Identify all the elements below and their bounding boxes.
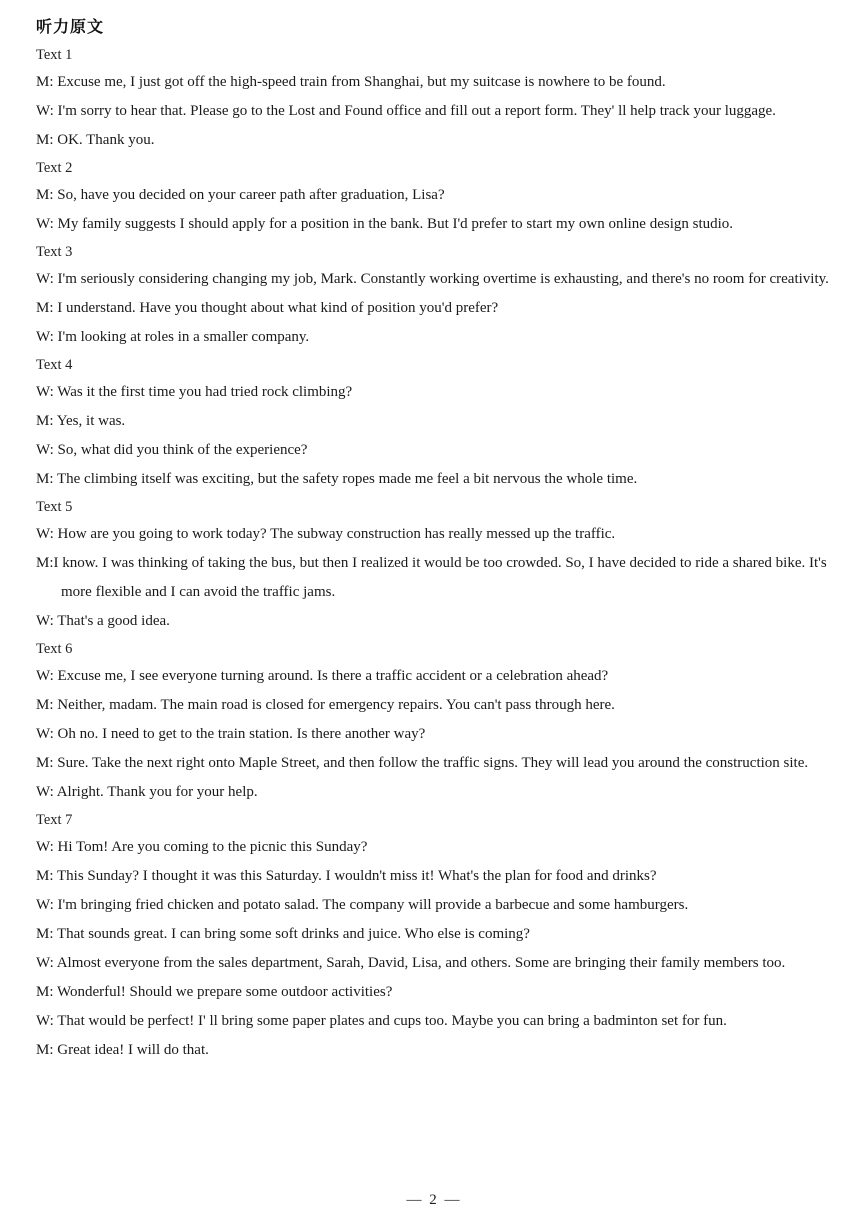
text-label: Text 6 — [36, 641, 73, 657]
dialogue-line: M: Great idea! I will do that. — [36, 1042, 209, 1058]
page-number: — 2 — — [406, 1192, 462, 1208]
dialogue-line: W: Was it the first time you had tried rock climbing? — [36, 384, 353, 400]
dialogue-line: W: Excuse me, I see everyone turning around. Is there a traffic accident or a celebration ahead? — [36, 668, 609, 684]
dialogue-line: M: The climbing itself was exciting, but the safety ropes made me feel a bit nervous the whole time. — [36, 471, 638, 487]
text-section-6 — [36, 636, 836, 807]
dialogue-line: W: I'm seriously considering changing my job, Mark. Constantly working overtime is exhausting, and there's no room for creativity. — [36, 271, 829, 287]
dialogue-line: M: This Sunday? I thought it was this Saturday. I wouldn't miss it! What's the plan for food and drinks? — [36, 868, 657, 884]
text-label: Text 1 — [36, 47, 73, 63]
text-section-3 — [36, 239, 836, 352]
text-label: Text 2 — [36, 160, 73, 176]
dialogue-line: W: Oh no. I need to get to the train station. Is there another way? — [36, 726, 426, 742]
text-section-1 — [36, 42, 836, 155]
transcript-body — [36, 42, 836, 1065]
dialogue-line: W: That's a good idea. — [36, 613, 170, 629]
text-section-7 — [36, 807, 836, 1065]
page-heading: 听力原文 — [36, 17, 105, 36]
text-section-4 — [36, 352, 836, 494]
dialogue-line: M: Sure. Take the next right onto Maple Street, and then follow the traffic signs. They will lead you around the construction site. — [36, 755, 809, 771]
dialogue-line: W: So, what did you think of the experience? — [36, 442, 308, 458]
text-section-5 — [36, 494, 836, 636]
dialogue-line: W: That would be perfect! I' ll bring some paper plates and cups too. Maybe you can bring a badminton set for fun. — [36, 1013, 727, 1029]
dialogue-line: M: I understand. Have you thought about what kind of position you'd prefer? — [36, 300, 499, 316]
text-label: Text 4 — [36, 357, 73, 373]
dialogue-line: M: Excuse me, I just got off the high-speed train from Shanghai, but my suitcase is nowhere to be found. — [36, 74, 666, 90]
dialogue-line: W: I'm sorry to hear that. Please go to the Lost and Found office and fill out a report form. They' ll help track your luggage. — [36, 103, 776, 119]
dialogue-line: W: Hi Tom! Are you coming to the picnic this Sunday? — [36, 839, 368, 855]
dialogue-line: W: I'm looking at roles in a smaller company. — [36, 329, 310, 345]
text-label: Text 5 — [36, 499, 73, 515]
dialogue-line: W: Alright. Thank you for your help. — [36, 784, 258, 800]
text-section-2 — [36, 155, 836, 239]
text-label: Text 7 — [36, 812, 73, 828]
dialogue-line: M: Wonderful! Should we prepare some outdoor activities? — [36, 984, 393, 1000]
dialogue-line: M: That sounds great. I can bring some soft drinks and juice. Who else is coming? — [36, 926, 530, 942]
dialogue-line: M: Yes, it was. — [36, 413, 126, 429]
dialogue-line: M:I know. I was thinking of taking the bus, but then I realized it would be too crowded. So, I have decided to ride a shared bike. It's more flexible and I can avoid the traffic jams. — [36, 555, 827, 600]
dialogue-line: W: Almost everyone from the sales department, Sarah, David, Lisa, and others. Some are bringing their family members too. — [36, 955, 786, 971]
text-label: Text 3 — [36, 244, 73, 260]
dialogue-line: W: My family suggests I should apply for a position in the bank. But I'd prefer to start my own online design studio. — [36, 216, 734, 232]
dialogue-line: W: How are you going to work today? The subway construction has really messed up the traffic. — [36, 526, 616, 542]
dialogue-line: M: Neither, madam. The main road is closed for emergency repairs. You can't pass through here. — [36, 697, 615, 713]
dialogue-line: M: So, have you decided on your career path after graduation, Lisa? — [36, 187, 445, 203]
dialogue-line: W: I'm bringing fried chicken and potato salad. The company will provide a barbecue and some hamburgers. — [36, 897, 689, 913]
dialogue-line: M: OK. Thank you. — [36, 132, 155, 148]
